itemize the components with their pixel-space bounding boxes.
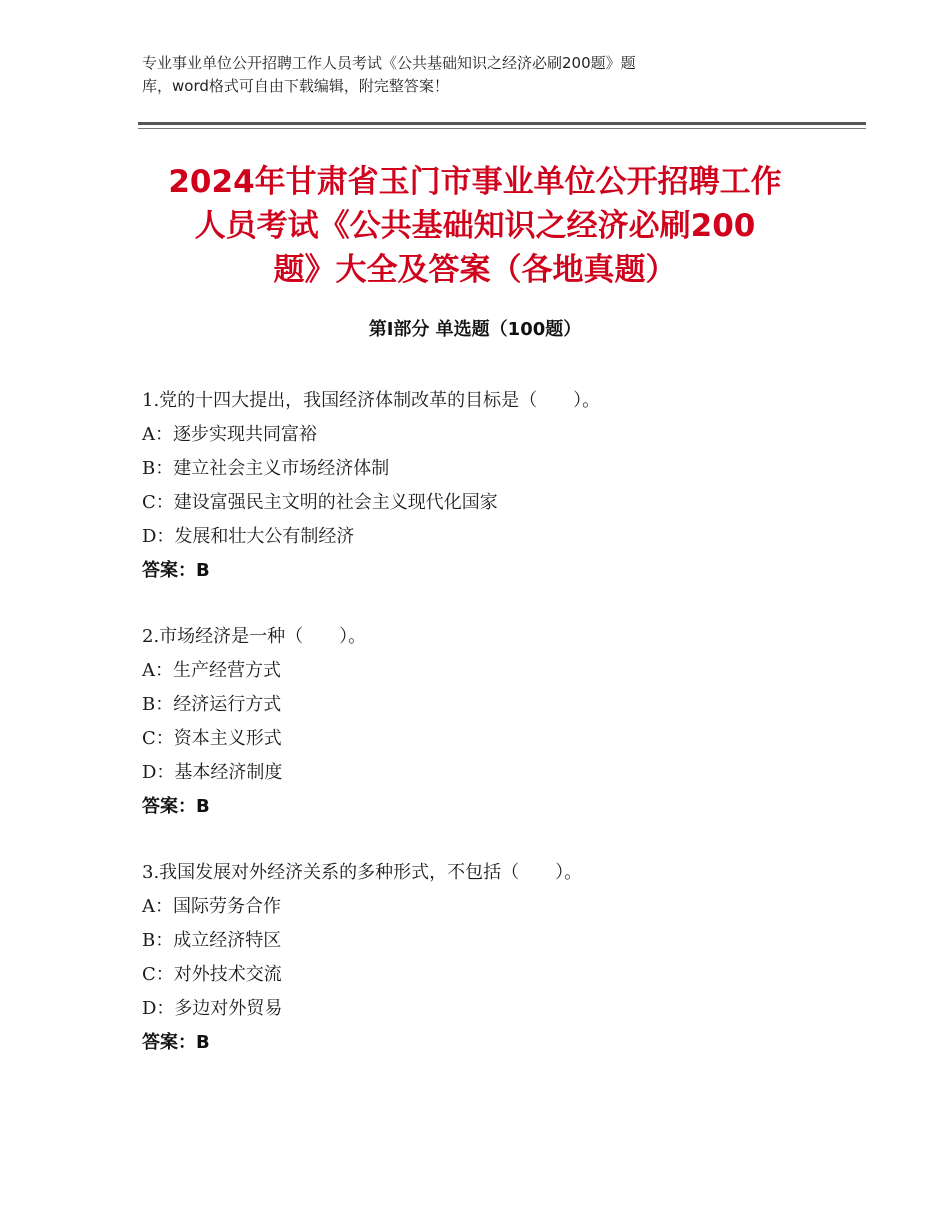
- option-b: B：成立经济特区: [142, 930, 282, 951]
- option-c: C：建设富强民主文明的社会主义现代化国家: [142, 492, 498, 513]
- question-list: [142, 384, 842, 1092]
- question-3: [142, 856, 842, 1060]
- document-title-line-3: 题》大全及答案（各地真题）: [273, 252, 677, 288]
- answer-line: 答案：B: [142, 560, 210, 581]
- option-d: D：基本经济制度: [142, 762, 283, 783]
- question-stem: 2.市场经济是一种（ ）。: [142, 626, 367, 647]
- answer-line: 答案：B: [142, 1032, 210, 1053]
- answer-line: 答案：B: [142, 796, 210, 817]
- header-divider-thin: [138, 128, 866, 129]
- section-heading: 第Ⅰ部分 单选题（100题）: [368, 319, 582, 340]
- header-note-line-1: 专业事业单位公开招聘工作人员考试《公共基础知识之经济必刷200题》题: [142, 54, 636, 72]
- option-b: B：经济运行方式: [142, 694, 282, 715]
- option-d: D：多边对外贸易: [142, 998, 283, 1019]
- option-d: D：发展和壮大公有制经济: [142, 526, 355, 547]
- document-title-line-2: 人员考试《公共基础知识之经济必刷200: [194, 208, 756, 244]
- question-1: [142, 384, 842, 588]
- option-a: A：生产经营方式: [142, 660, 281, 681]
- header-divider-thick: [138, 122, 866, 125]
- option-a: A：逐步实现共同富裕: [142, 424, 317, 445]
- option-c: C：资本主义形式: [142, 728, 282, 749]
- question-stem: 3.我国发展对外经济关系的多种形式，不包括（ ）。: [142, 862, 583, 883]
- header-note: [142, 52, 782, 98]
- document-title-line-1: 2024年甘肃省玉门市事业单位公开招聘工作: [168, 164, 782, 200]
- document-title: [120, 160, 830, 292]
- option-b: B：建立社会主义市场经济体制: [142, 458, 390, 479]
- question-stem: 1.党的十四大提出，我国经济体制改革的目标是（ ）。: [142, 390, 601, 411]
- option-a: A：国际劳务合作: [142, 896, 281, 917]
- question-2: [142, 620, 842, 824]
- option-c: C：对外技术交流: [142, 964, 282, 985]
- header-note-line-2: 库，word格式可自由下载编辑，附完整答案！: [142, 77, 449, 95]
